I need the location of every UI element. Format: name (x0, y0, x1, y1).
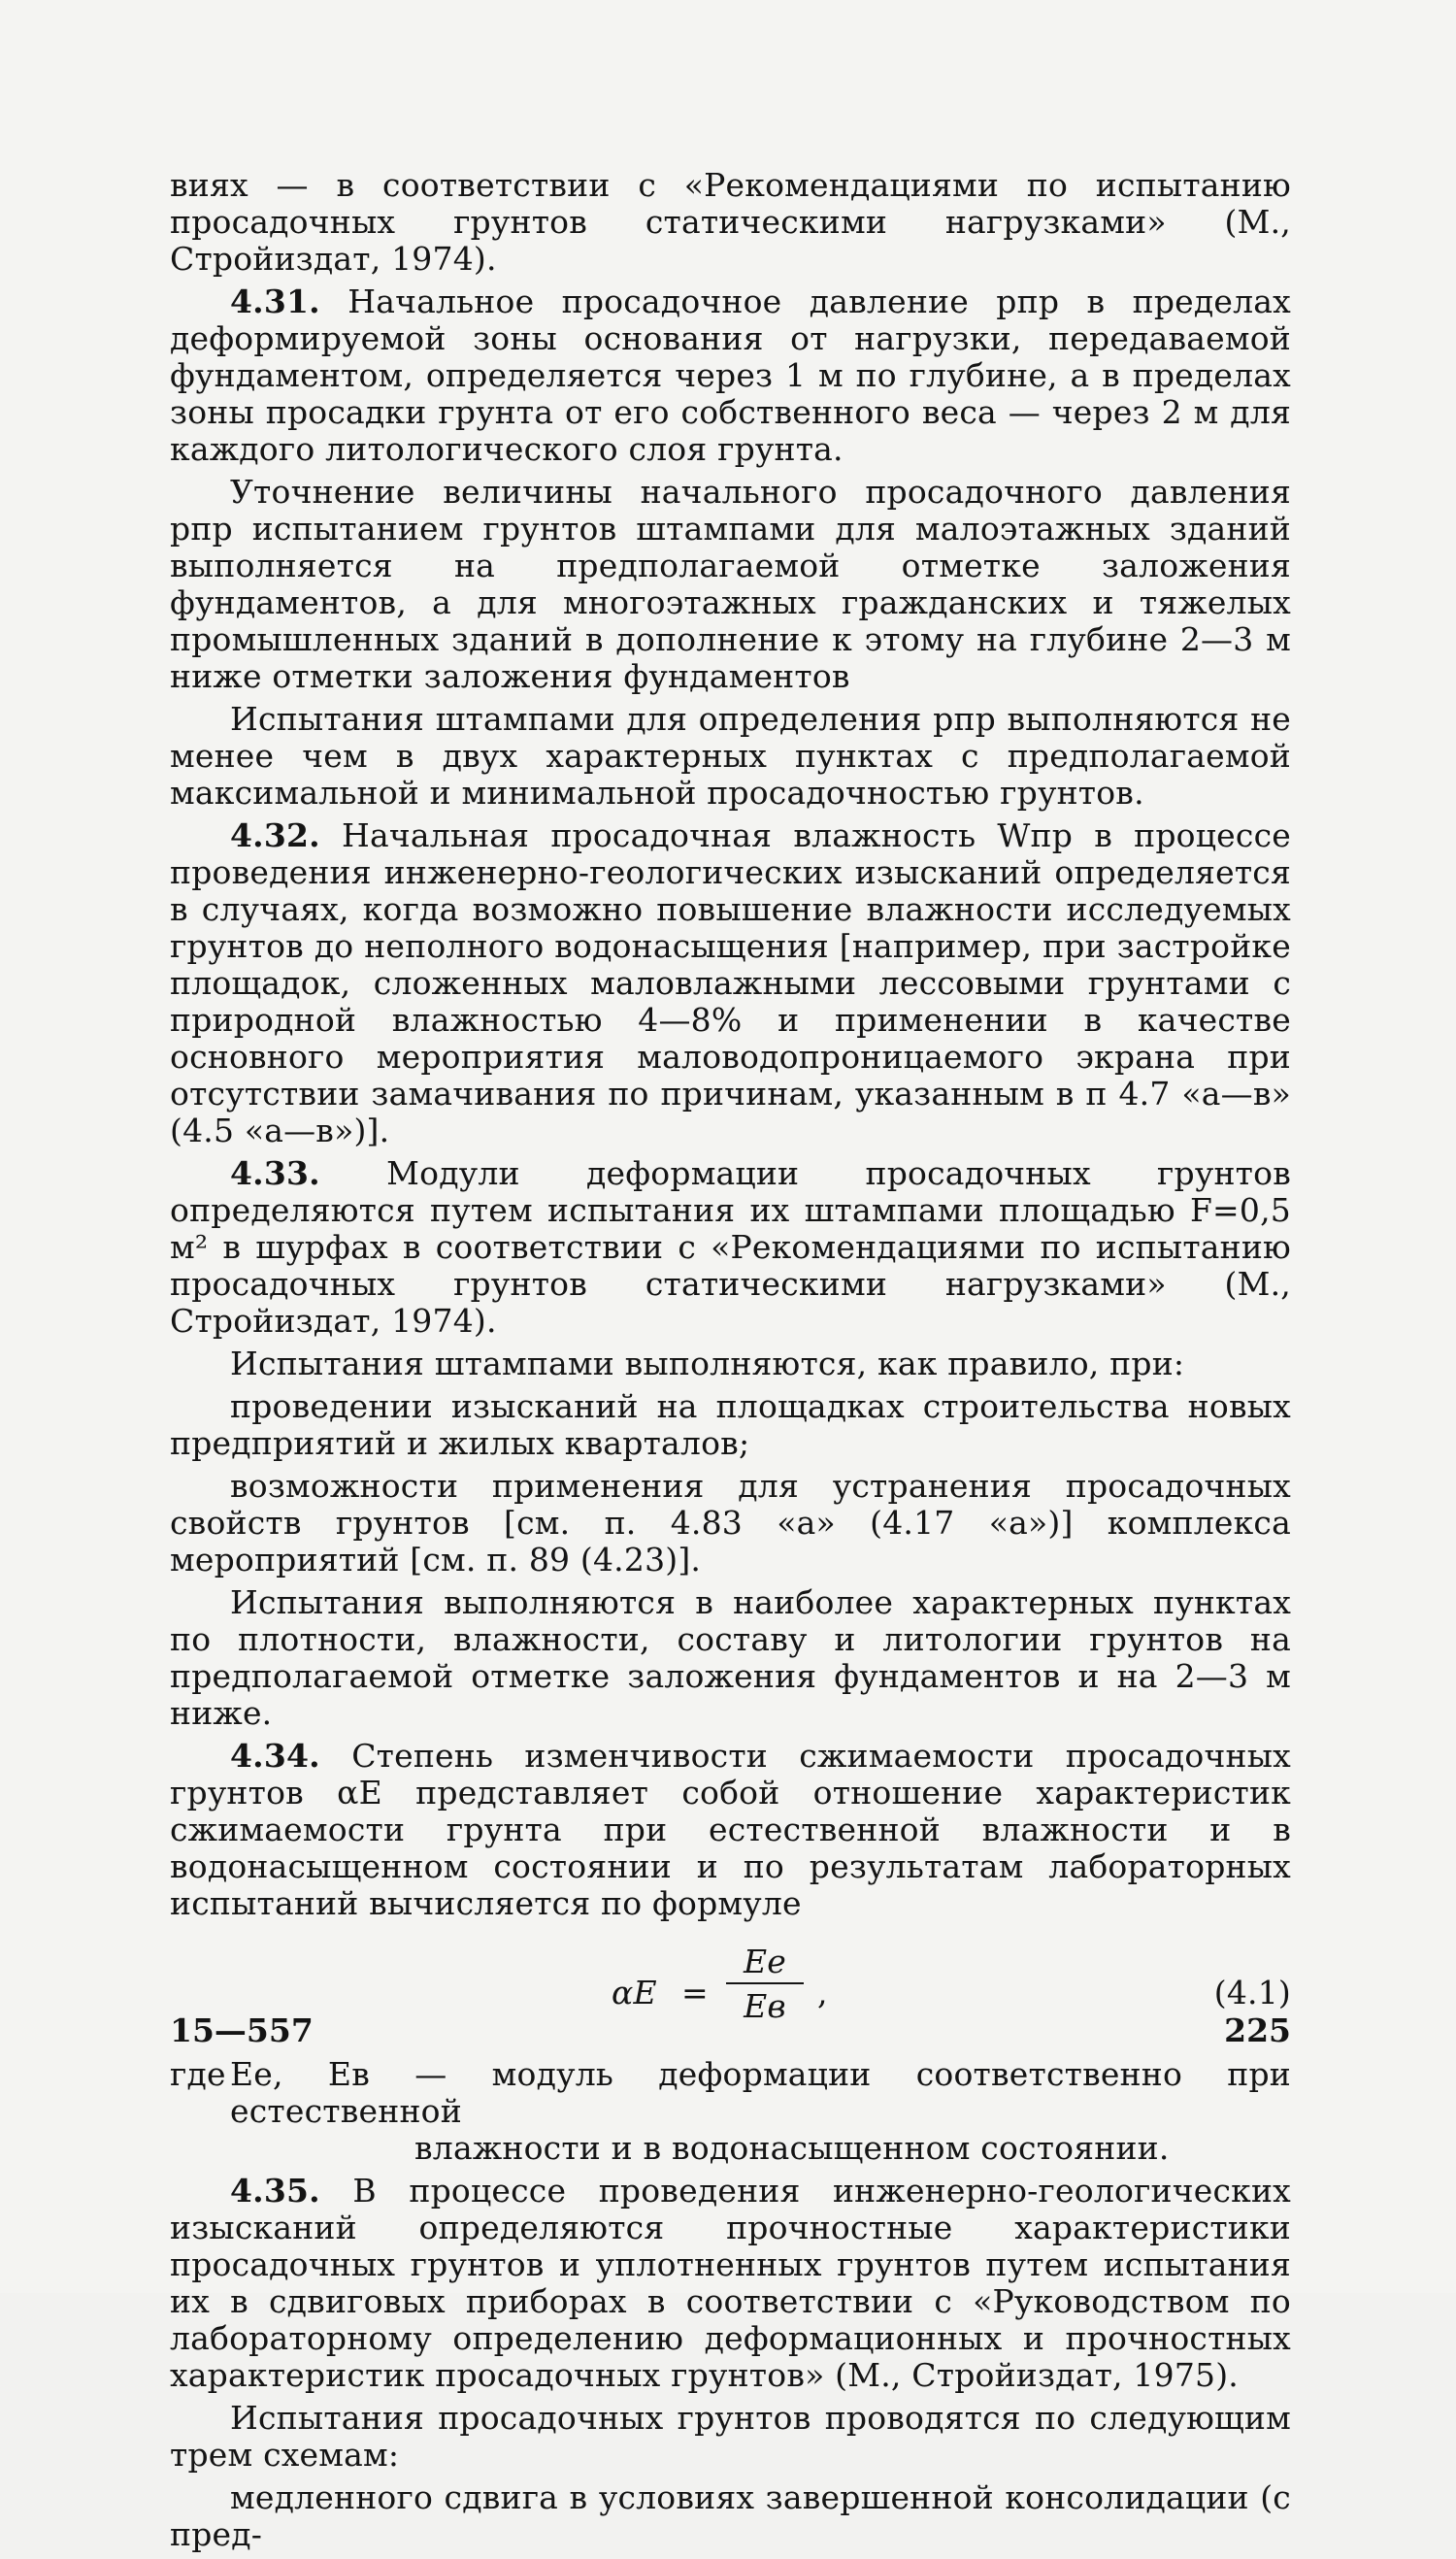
page-number: 225 (1224, 2011, 1291, 2049)
paragraph-test-locations (170, 1584, 1291, 1732)
paragraph-text: возможности применения для устранения просадочных свойств грунтов [см. п. 4.83 «а» (4.17 «а»)] комплекса мероприятий [см. п. 89 (4.23)]. (170, 1467, 1291, 1579)
legend-line-2: влажности и в водонасыщенном состоянии. (414, 2129, 1170, 2167)
paragraph-text: Испытания штампами выполняются, как правило, при: (230, 1345, 1185, 1382)
paragraph-refinement (170, 474, 1291, 695)
paragraph-stamp-conditions (170, 1346, 1291, 1382)
paragraph-text: В процессе проведения инженерно-геологических изысканий определяются прочностные характеристики просадочных грунтов и уплотненных грунтов путем испытания их в сдвиговых приборах в соответствии с «Руководством по лабораторному определению деформационных и прочностных характеристик просадочных грунтов» (М., Стройиздат, 1975). (170, 2172, 1291, 2394)
paragraph-4-31 (170, 283, 1291, 468)
paragraph-4-33 (170, 1155, 1291, 1340)
paragraph-4-32 (170, 817, 1291, 1149)
paragraph-text: Начальное просадочное давление pпр в пределах деформируемой зоны основания от нагрузки, передаваемой фундаментом, определяется через 1 м по глубине, а в пределах зоны просадки грунта от его собственного веса — через 2 м для каждого литологического слоя грунта. (170, 282, 1291, 468)
formula-equals: = (681, 1974, 709, 2011)
paragraph-text: Степень изменчивости сжимаемости просадочных грунтов αE представляет собой отношение характеристик сжимаемости грунта при естественной влажности и в водонасыщенном состоянии и по результатам лабораторных испытаний вычисляется по формуле (170, 1737, 1291, 1922)
formula-numerator: Eе (743, 1943, 787, 1980)
section-number: 4.34. (230, 1737, 320, 1775)
paragraph-text: Уточнение величины начального просадочного давления pпр испытанием грунтов штампами для малоэтажных зданий выполняется на предполагаемой отметке заложения фундаментов, а для многоэтажных гражданских и тяжелых промышленных зданий в дополнение к этому на глубине 2—3 м ниже отметки заложения фундаментов (170, 473, 1291, 695)
page-body (170, 167, 1291, 2559)
formula-lhs: αE (612, 1974, 657, 2011)
paragraph-4-35 (170, 2173, 1291, 2394)
page-footer (170, 2011, 1291, 2052)
equation-number: (4.1) (1213, 1974, 1291, 2011)
paragraph-text: Испытания штампами для определения pпр выполняются не менее чем в двух характерных пунктах с предполагаемой максимальной и минимальной просадочностью грунтов. (170, 700, 1291, 812)
formula-comma: , (817, 1974, 828, 2011)
legend-line-1: Eе, Eв — модуль деформации соответственно при естественной (230, 2055, 1291, 2130)
paragraph-slow-shear (170, 2479, 1291, 2553)
paragraph-text: медленного сдвига в условиях завершенной консолидации (с пред- (170, 2478, 1291, 2553)
paragraph-text: Модули деформации просадочных грунтов определяются путем испытания их штампами площадью F=0,5 м² в шурфах в соответствии с «Рекомендациями по испытанию просадочных грунтов статическими нагрузками» (М., Стройиздат, 1974). (170, 1154, 1291, 1340)
paragraph-text: Начальная просадочная влажность Wпр в процессе проведения инженерно-геологических изысканий определяется в случаях, когда возможно повышение влажности исследуемых грунтов до неполного водонасыщения [например, при застройке площадок, сложенных маловлажными лессовыми грунтами с природной влажностью 4—8% и применении в качестве основного мероприятия маловодопроницаемого экрана при отсутствии замачивания по причинам, указанным в п 4.7 «а—в» (4.5 «а—в»)]. (170, 816, 1291, 1149)
paragraph-continuation (170, 167, 1291, 278)
paragraph-text: Испытания выполняются в наиболее характерных пунктах по плотности, влажности, составу и литологии грунтов на предполагаемой отметке заложения фундаментов и на 2—3 м ниже. (170, 1583, 1291, 1732)
paragraph-list-item-1 (170, 1388, 1291, 1462)
where-word: где (170, 2055, 226, 2093)
fraction-bar (726, 1982, 804, 1984)
section-number: 4.33. (230, 1154, 320, 1192)
paragraph-4-34 (170, 1738, 1291, 1922)
section-number: 4.31. (230, 282, 320, 320)
legend-text (230, 2056, 1291, 2167)
paragraph-text: проведении изысканий на площадках строительства новых предприятий и жилых кварталов; (170, 1387, 1291, 1462)
paragraph-test-schemes (170, 2400, 1291, 2474)
section-number: 4.35. (230, 2172, 320, 2210)
section-number: 4.32. (230, 816, 320, 854)
paragraph-stamp-tests (170, 701, 1291, 812)
paragraph-list-item-2 (170, 1468, 1291, 1579)
formula-legend (170, 2056, 1291, 2167)
printer-signature: 15—557 (170, 2011, 314, 2049)
formula-denominator: Eв (744, 1987, 786, 2025)
paragraph-text: Испытания просадочных грунтов проводятся по следующим трем схемам: (170, 2399, 1291, 2474)
paragraph-text: виях — в соответствии с «Рекомендациями по испытанию просадочных грунтов статическими нагрузками» (М., Стройиздат, 1974). (170, 166, 1291, 278)
